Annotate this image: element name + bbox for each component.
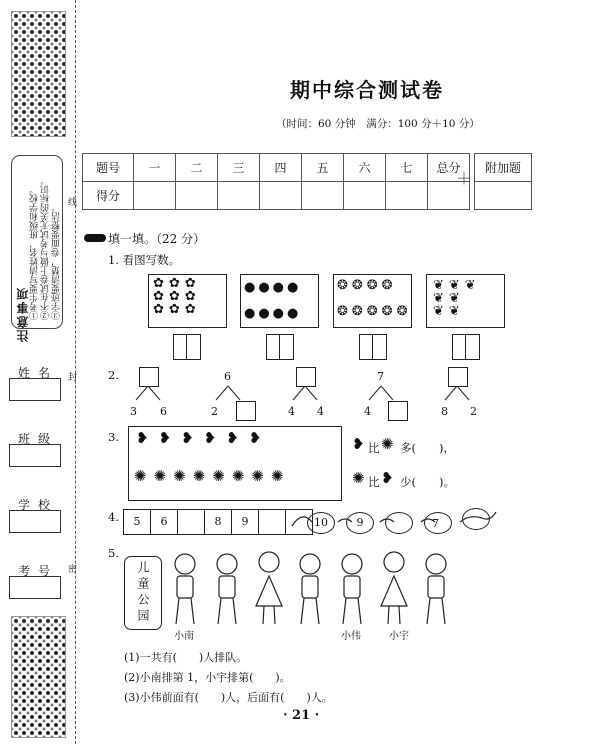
q4-cell[interactable]: 6 xyxy=(150,509,178,535)
score-cell[interactable] xyxy=(344,182,386,210)
score-cell[interactable] xyxy=(386,182,428,210)
q2-blank-box[interactable] xyxy=(448,367,468,387)
score-cell[interactable] xyxy=(302,182,344,210)
pepper-icon: ❦❦❦ ❦❦ ❦❦ xyxy=(433,278,481,319)
q4-oval[interactable]: 9 xyxy=(346,512,374,534)
children-queue xyxy=(168,550,458,628)
q5-label: 5. xyxy=(108,546,119,560)
q4-oval[interactable]: 10 xyxy=(307,512,335,534)
score-table xyxy=(82,153,473,210)
child-figure xyxy=(381,552,407,624)
name-xiaowei: 小伟 xyxy=(341,631,361,642)
q3-answer-less[interactable]: 少( )。 xyxy=(400,475,455,489)
child-figure xyxy=(256,552,282,624)
q4-cell[interactable] xyxy=(258,509,286,535)
q4-cell[interactable]: 8 xyxy=(204,509,232,535)
seal-mark-2: 封 xyxy=(68,373,78,383)
child-figure xyxy=(342,554,362,624)
child-figure xyxy=(175,554,195,624)
q1-pic-pumpkins xyxy=(333,274,412,328)
margin-pattern-top xyxy=(11,11,66,137)
q1-answer-box[interactable] xyxy=(452,334,480,360)
q3-label: 3. xyxy=(108,430,119,444)
bonus-score-cell[interactable] xyxy=(475,182,532,210)
q2-right-num: 4 xyxy=(317,405,324,418)
col-5: 五 xyxy=(302,154,344,182)
score-cell[interactable] xyxy=(260,182,302,210)
bee-icon: ✺ xyxy=(352,469,365,487)
q4-cell[interactable]: 9 xyxy=(231,509,259,535)
q2-left-num: 4 xyxy=(364,405,371,418)
note-line-1: ①考生要写清姓名、班级和学校。 xyxy=(30,185,40,320)
q2-left-num: 2 xyxy=(211,405,218,418)
q1-answer-box[interactable] xyxy=(359,334,387,360)
seal-mark-1: 线 xyxy=(68,198,78,208)
q2-left-num: 8 xyxy=(441,405,448,418)
q5-sentence-1[interactable]: (1)一共有( )人排队。 xyxy=(124,651,248,664)
q1-pic-flowers xyxy=(148,274,227,328)
q1-answer-box[interactable] xyxy=(266,334,294,360)
bee-icon-row: ✺✺✺✺✺✺✺✺ xyxy=(134,467,291,485)
q3-answer-more[interactable]: 多( )， xyxy=(400,441,455,455)
margin-pattern-bottom xyxy=(11,616,66,738)
q4-cell[interactable]: 5 xyxy=(123,509,151,535)
col-1: 一 xyxy=(134,154,176,182)
q4-oval-7: 7 xyxy=(432,517,439,530)
note-line-3: ③字迹要清楚，卷面要整洁。 xyxy=(52,203,62,320)
q2-top-num: 7 xyxy=(377,370,384,383)
note-line-2: ②不在试卷上做与考试无关的标识。 xyxy=(41,176,51,320)
col-4: 四 xyxy=(260,154,302,182)
pumpkin-icon: ❂❂❂❂ ❂❂❂❂❂ xyxy=(337,278,412,319)
q3-compare-word: 比 xyxy=(368,441,380,455)
q1-pic-tomatoes xyxy=(240,274,319,328)
q2-label: 2. xyxy=(108,368,119,382)
name-label: 姓名 xyxy=(17,366,58,380)
q4-oval[interactable] xyxy=(385,512,413,534)
q2-right-num: 6 xyxy=(160,405,167,418)
q2-left-num: 4 xyxy=(288,405,295,418)
seal-mark-3: 密 xyxy=(68,565,78,575)
name-xiaonan: 小南 xyxy=(174,631,194,642)
tomato-icon: ●●●● ●●●● xyxy=(244,280,302,321)
score-cell[interactable] xyxy=(134,182,176,210)
notes-title: 注意事项 xyxy=(16,286,30,342)
child-figure xyxy=(217,554,237,624)
bond-lines xyxy=(136,386,469,400)
page-number: · 21 · xyxy=(283,708,320,723)
q2-blank-box[interactable] xyxy=(388,401,408,421)
col-3: 三 xyxy=(218,154,260,182)
q1-answer-box[interactable] xyxy=(173,334,201,360)
class-field[interactable] xyxy=(9,444,61,467)
q4-cell[interactable] xyxy=(177,509,205,535)
bonus-label: 附加题 xyxy=(475,154,532,182)
exam-no-label: 考号 xyxy=(17,564,58,578)
q2-blank-box[interactable] xyxy=(139,367,159,387)
flower-icon: ✿✿✿ ✿✿✿ ✿✿✿ xyxy=(153,276,201,317)
q4-oval[interactable] xyxy=(462,508,490,530)
q4-label: 4. xyxy=(108,510,119,524)
q3-compare-word: 比 xyxy=(368,475,380,489)
q2-right-num: 2 xyxy=(470,405,477,418)
plus-sign: ＋ xyxy=(456,169,473,188)
q2-top-num: 6 xyxy=(224,370,231,383)
butterfly-icon-row: ❥❥❥❥❥❥ xyxy=(136,429,272,447)
park-sign: 儿童公园 xyxy=(124,556,162,630)
child-figure xyxy=(300,554,320,624)
name-field[interactable] xyxy=(9,378,61,401)
col-7: 七 xyxy=(386,154,428,182)
row-header-score: 得分 xyxy=(83,182,134,210)
score-cell[interactable] xyxy=(218,182,260,210)
row-header-number: 题号 xyxy=(83,154,134,182)
q2-blank-box[interactable] xyxy=(236,401,256,421)
col-2: 二 xyxy=(176,154,218,182)
score-value-row xyxy=(83,182,470,210)
exam-no-field[interactable] xyxy=(9,576,61,599)
col-6: 六 xyxy=(344,154,386,182)
score-cell[interactable] xyxy=(176,182,218,210)
section-number-badge xyxy=(84,234,106,242)
butterfly-icon: ❥ xyxy=(381,469,394,487)
page-title: 期中综合测试卷 xyxy=(290,78,444,102)
q1-pic-peppers xyxy=(426,274,505,328)
q5-sentence-2[interactable]: (2)小南排第 1，小宇排第( )。 xyxy=(124,671,291,684)
name-xiaoyu: 小宇 xyxy=(389,631,409,642)
score-header-row xyxy=(83,154,470,182)
q5-sentence-3[interactable]: (3)小伟前面有( )人，后面有( )人。 xyxy=(124,691,333,704)
q1-label: 1. 看图写数。 xyxy=(108,253,181,267)
school-field[interactable] xyxy=(9,510,61,533)
q2-left-num: 3 xyxy=(130,405,137,418)
q2-blank-box[interactable] xyxy=(296,367,316,387)
bonus-table xyxy=(474,153,532,210)
child-figure xyxy=(426,554,446,624)
section-title: 填一填。（22 分） xyxy=(108,232,206,246)
school-label: 学校 xyxy=(17,498,58,512)
butterfly-icon: ❥ xyxy=(352,435,365,453)
class-label: 班级 xyxy=(17,432,58,446)
bee-icon: ✺ xyxy=(381,435,394,453)
page-subtitle: （时间：60 分钟 满分：100 分＋10 分） xyxy=(276,118,480,130)
col-total: 总分 xyxy=(428,154,470,182)
